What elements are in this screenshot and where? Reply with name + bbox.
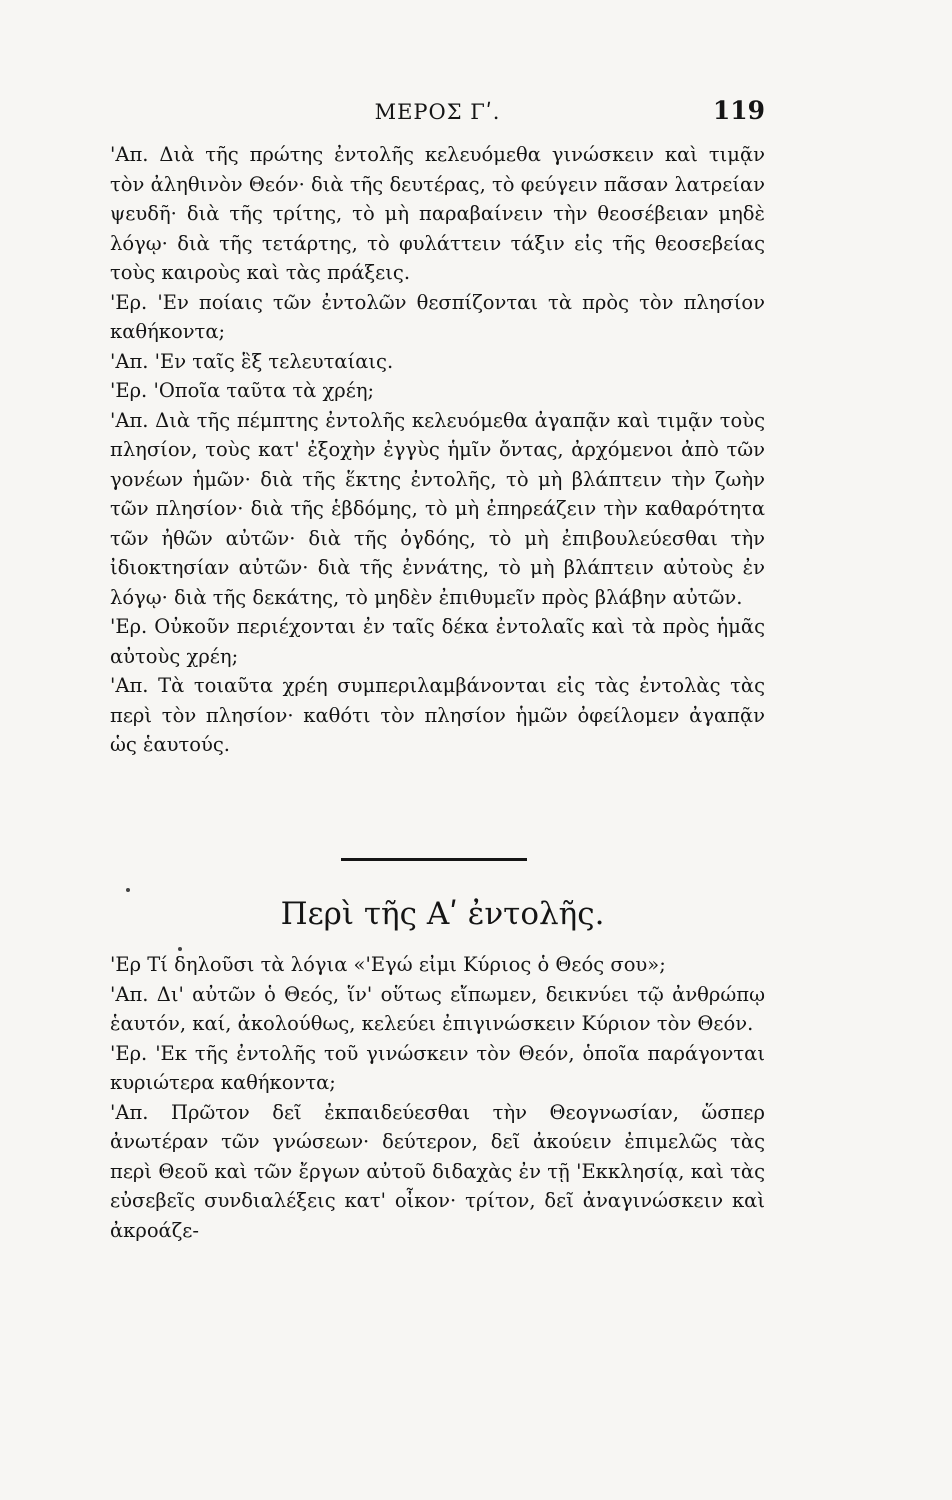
page-number: 119 [712, 96, 765, 125]
paragraph: 'Ερ. 'Εκ τῆς ἐντολῆς τοῦ γινώσκειν τὸν Θεόν, ὁποῖα παράγονται κυριώτερα καθήκοντα; [110, 1041, 765, 1094]
paragraph: 'Απ. 'Εν ταῖς ἓξ τελευταίαις. [110, 349, 394, 373]
paragraph: 'Ερ Τί δηλοῦσι τὰ λόγια «'Εγώ εἰμι Κύριος ὁ Θεός σου»; [110, 953, 666, 976]
paragraph: 'Ερ. Οὐκοῦν περιέχονται ἐν ταῖς δέκα ἐντολαῖς καὶ τὰ πρὸς ἡμᾶς αὐτοὺς χρέη; [110, 615, 765, 668]
paragraph: 'Απ. Διὰ τῆς πρώτης ἐντολῆς κελευόμεθα γινώσκειν καὶ τιμᾷν τὸν ἀληθινὸν Θεόν· διὰ τῆς δευτέρας, τὸ φεύγειν πᾶσαν λατρείαν ψευδῆ· διὰ τῆς τρίτης, τὸ μὴ παραβαίνειν τὴν θεοσέβειαν μηδὲ λόγῳ· διὰ τῆς τετάρτης, τὸ φυλάττειν τάξιν εἰς τῆς θεοσεβείας τοὺς καιροὺς καὶ τὰς πράξεις. [110, 143, 765, 284]
running-title: ΜΕΡΟΣ Γʹ. [374, 100, 501, 124]
paragraph: 'Απ. Τὰ τοιαῦτα χρέη συμπεριλαμβάνονται εἰς τὰς ἐντολὰς τὰς περὶ τὸν πλησίον· καθότι τὸν πλησίον ἡμῶν ὀφείλομεν ἀγαπᾷν ὡς ἑαυτούς. [110, 674, 765, 756]
section-text [110, 950, 765, 1245]
paragraph: 'Απ. Δι' αὐτῶν ὁ Θεός, ἵν' οὕτως εἴπωμεν, δεικνύει τῷ ἀνθρώπῳ ἑαυτόν, καί, ἀκολούθως, κελεύει ἐπιγινώσκειν Κύριον τὸν Θεόν. [110, 982, 765, 1035]
margin-dot [126, 888, 130, 892]
paragraph: 'Απ. Διὰ τῆς πέμπτης ἐντολῆς κελευόμεθα ἀγαπᾷν καὶ τιμᾷν τοὺς πλησίον, τοὺς κατ' ἐξοχὴν ἐγγὺς ἡμῖν ὄντας, ἀρχόμενοι ἀπὸ τῶν γονέων ἡμῶν· διὰ τῆς ἕκτης ἐντολῆς, τὸ μὴ βλάπτειν τὴν ζωὴν τῶν πλησίον· διὰ τῆς ἑβδόμης, τὸ μὴ ἐπηρεάζειν τὴν καθαρότητα τῶν ἠθῶν αὐτῶν· διὰ τῆς ὀγδόης, τὸ μὴ ἐπιβουλεύεσθαι τὴν ἰδιοκτησίαν αὐτῶν· διὰ τῆς ἐννάτης, τὸ μὴ βλάπτειν αὐτοὺς ἐν λόγῳ· διὰ τῆς δεκάτης, τὸ μηδὲν ἐπιθυμεῖν πρὸς βλάβην αὐτῶν. [110, 408, 765, 609]
main-text [110, 140, 765, 760]
section-divider [341, 858, 527, 861]
paragraph: 'Ερ. 'Εν ποίαις τῶν ἐντολῶν θεσπίζονται τὰ πρὸς τὸν πλησίον καθήκοντα; [110, 290, 765, 343]
page-header [110, 94, 765, 130]
paragraph: 'Απ. Πρῶτον δεῖ ἐκπαιδεύεσθαι τὴν Θεογνωσίαν, ὥσπερ ἀνωτέραν τῶν γνώσεων· δεύτερον, δεῖ ἀκούειν ἐπιμελῶς τὰς περὶ Θεοῦ καὶ τῶν ἔργων αὐτοῦ διδαχὰς ἐν τῇ 'Εκκλησίᾳ, καὶ τὰς εὐσεβεῖς συνδιαλέξεις κατ' οἶκον· τρίτον, δεῖ ἀναγινώσκειν καὶ ἀκροάζε- [110, 1100, 765, 1242]
paragraph: 'Ερ. 'Οποῖα ταῦτα τὰ χρέη; [110, 379, 375, 402]
section-heading: Περὶ τῆς Αʹ ἐντολῆς. [280, 896, 605, 932]
